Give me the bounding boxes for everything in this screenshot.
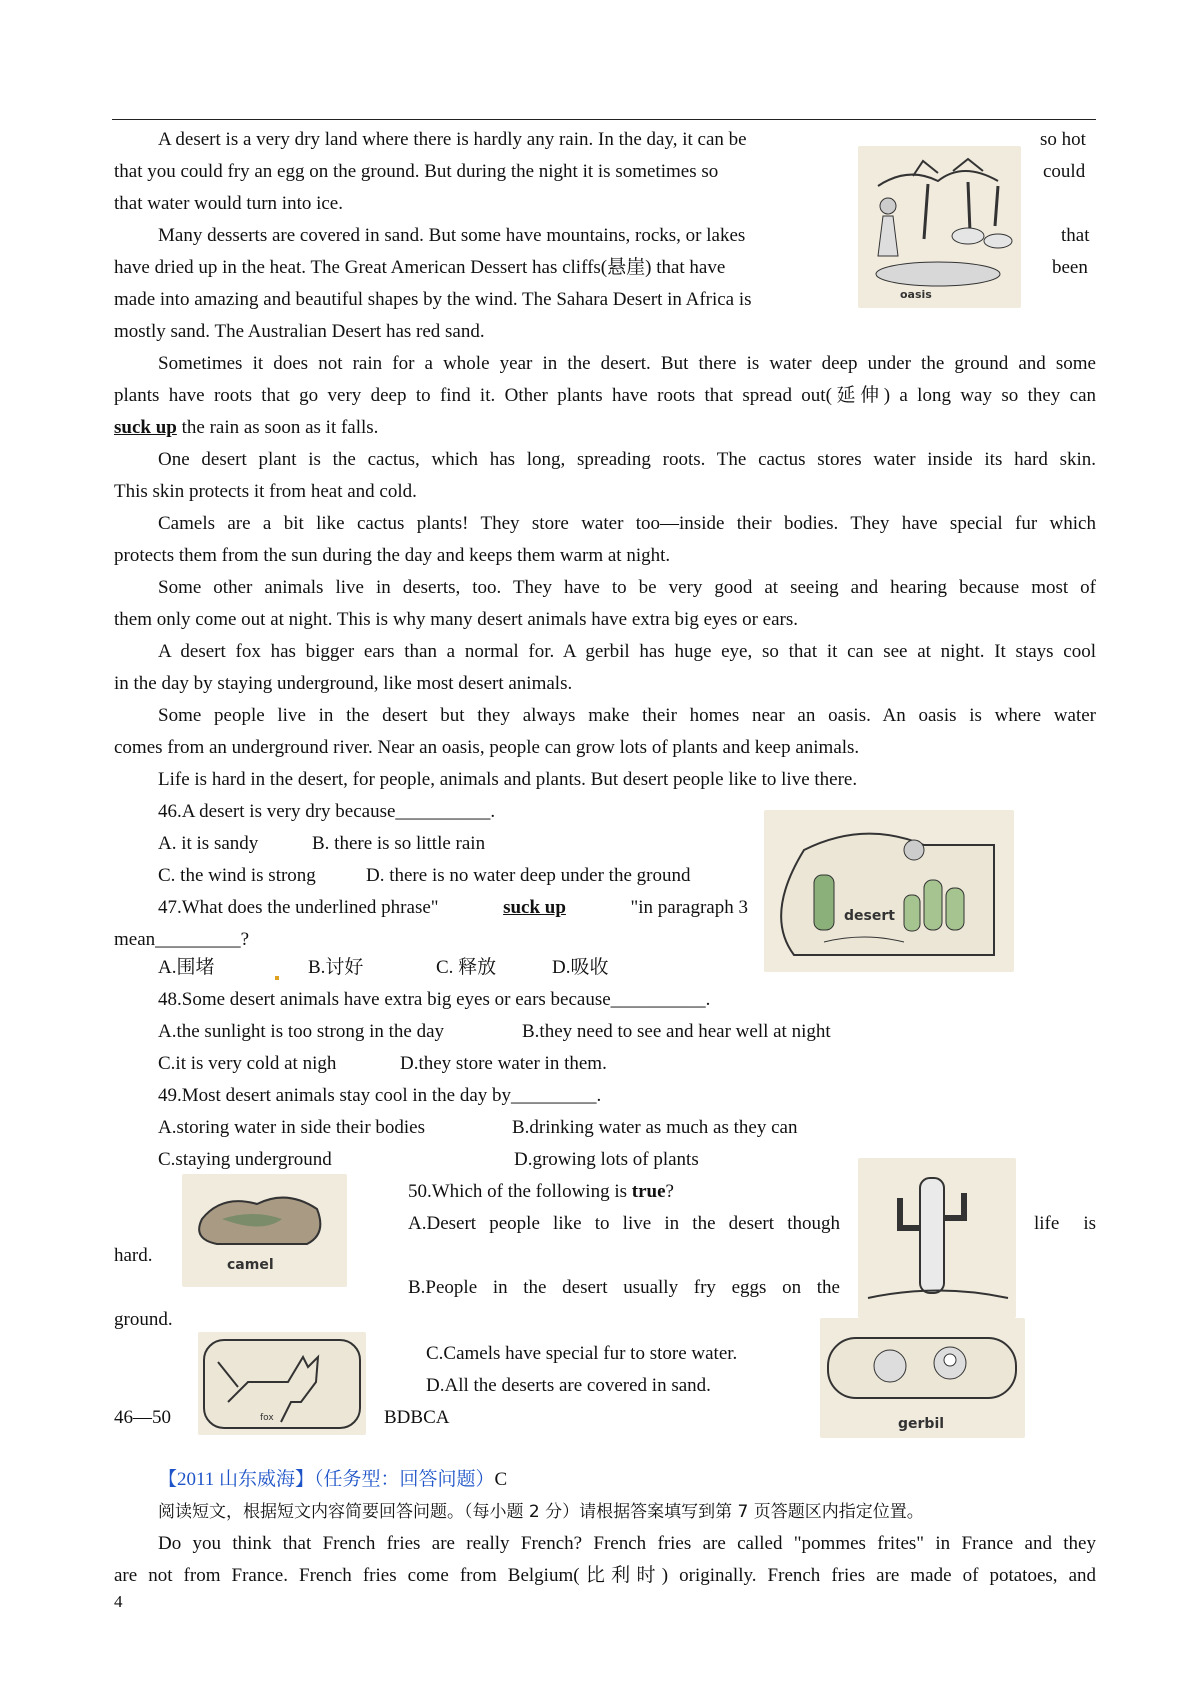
q50-option-d: D.All the deserts are covered in sand. [426, 1375, 711, 1396]
gerbil-label: gerbil [898, 1416, 945, 1432]
p5-line1: Camels are a bit like cactus plants! They store water too—inside their bodies. They have special fur which [158, 513, 1096, 534]
p7-line1: A desert fox has bigger ears than a normal for. A gerbil has huge eye, so that it can see at night. It stays cool [158, 641, 1096, 662]
p2-line3: made into amazing and beautiful shapes by the wind. The Sahara Desert in Africa is [114, 289, 752, 310]
p8-line1: Some people live in the desert but they always make their homes near an oasis. An oasis is where water [158, 705, 1096, 726]
q50-qmark: ? [665, 1181, 674, 1202]
q47-option-a: A.围堵 [158, 957, 215, 978]
p6-line1: Some other animals live in deserts, too. They have to be very good at seeing and hearing because most of [158, 577, 1096, 598]
q46-option-b: B. there is so little rain [312, 833, 486, 854]
q50-option-a-line3: hard. [114, 1245, 153, 1266]
question-47 [158, 896, 748, 920]
q48-option-a: A.the sunlight is too strong in the day [158, 1021, 445, 1042]
q47-option-d: D.吸收 [552, 957, 609, 978]
answer-range: 46—50 [114, 1407, 171, 1428]
p1-line2-a: that you could fry an egg on the ground. But during the night it is sometimes so [114, 161, 719, 182]
q47-text-b: "in paragraph 3 [630, 897, 748, 918]
answer-key: BDBCA [384, 1407, 450, 1428]
p3-line3-rest: the rain as soon as it falls. [176, 417, 379, 438]
p1-line3: that water would turn into ice. [114, 193, 343, 214]
q50-option-b-line1: B.People in the desert usually fry eggs on the [408, 1277, 840, 1298]
p1-line2-b: could [1043, 161, 1086, 182]
q49-option-d: D.growing lots of plants [514, 1149, 699, 1170]
p3-line3 [114, 416, 378, 440]
p2-line2-a: have dried up in the heat. The Great American Dessert has cliffs(悬崖) that have [114, 257, 726, 278]
q48-option-d: D.they store water in them. [400, 1053, 607, 1074]
p2-line4: mostly sand. The Australian Desert has red sand. [114, 321, 485, 342]
q47-option-b: B.讨好 [308, 957, 364, 978]
p1-line1-a: A desert is a very dry land where there is hardly any rain. In the day, it can be [158, 129, 747, 150]
section-heading-text: 【2011 山东威海】（任务型：回答问题） [158, 1469, 495, 1490]
question-50 [408, 1180, 674, 1204]
suck-up-underlined: suck up [114, 417, 177, 438]
q49-option-a: A.storing water in side their bodies [158, 1117, 426, 1138]
q50-option-c: C.Camels have special fur to store water. [426, 1343, 738, 1364]
q47-option-c: C. 释放 [436, 957, 497, 978]
p4-line1: One desert plant is the cactus, which has long, spreading roots. The cactus stores water inside its hard skin. [158, 449, 1096, 470]
p5-line2: protects them from the sun during the day and keeps them warm at night. [114, 545, 671, 566]
q46-option-a: A. it is sandy [158, 833, 259, 854]
q49-option-c: C.staying underground [158, 1149, 332, 1170]
oasis-illustration [858, 146, 1021, 308]
p2-line1-a: Many desserts are covered in sand. But some have mountains, rocks, or lakes [158, 225, 746, 246]
gerbil-illustration [820, 1318, 1025, 1438]
q47-underlined: suck up [503, 897, 566, 918]
p1-line1-b: so hot [1040, 129, 1086, 150]
p4-line2: This skin protects it from heat and cold. [114, 481, 417, 502]
q50-true-bold: true [631, 1181, 666, 1202]
q48-option-b: B.they need to see and hear well at night [522, 1021, 831, 1042]
page-number: 4 [114, 1592, 123, 1611]
q50-option-a-line1: A.Desert people like to live in the desert though [408, 1213, 840, 1234]
q50-option-b-line2: ground. [114, 1309, 173, 1330]
q46-option-c: C. the wind is strong [158, 865, 316, 886]
camel-illustration [182, 1174, 347, 1287]
question-48: 48.Some desert animals have extra big eyes or ears because__________. [158, 989, 711, 1010]
q46-option-d: D. there is no water deep under the ground [366, 865, 691, 886]
desert-label: desert [844, 908, 895, 924]
dot-mark [274, 959, 280, 983]
p3-line1: Sometimes it does not rain for a whole year in the desert. But there is water deep under the ground and some [158, 353, 1096, 374]
q50-option-a-line2: life is [1034, 1213, 1096, 1234]
oasis-label: oasis [900, 288, 932, 301]
question-49: 49.Most desert animals stay cool in the day by_________. [158, 1085, 602, 1106]
fox-illustration [198, 1332, 366, 1435]
p9-line1: Life is hard in the desert, for people, animals and plants. But desert people like to live there. [158, 769, 858, 790]
q48-option-c: C.it is very cold at nigh [158, 1053, 337, 1074]
p6-line2: them only come out at night. This is why many desert animals have extra big eyes or ears. [114, 609, 799, 630]
p7-line2: in the day by staying underground, like most desert animals. [114, 673, 573, 694]
p2-line1-b: that [1061, 225, 1090, 246]
section-heading [158, 1468, 507, 1492]
q47-text-a: 47.What does the underlined phrase" [158, 897, 439, 918]
q47-mean: mean_________? [114, 929, 250, 950]
question-46: 46.A desert is very dry because__________. [158, 801, 496, 822]
fox-label: fox [260, 1413, 274, 1423]
desert-illustration [764, 810, 1014, 972]
header-rule [112, 119, 1096, 120]
section-heading-suffix: C [494, 1469, 508, 1490]
q49-option-b: B.drinking water as much as they can [512, 1117, 798, 1138]
fries-line1: Do you think that French fries are really French? French fries are called "pommes frites" in France and they [158, 1533, 1096, 1554]
section-instructions: 阅读短文，根据短文内容简要回答问题。（每小题 2 分）请根据答案填写到第 7 页答题区内指定位置。 [158, 1502, 924, 1522]
q50-text: 50.Which of the following is [408, 1181, 632, 1202]
p8-line2: comes from an underground river. Near an oasis, people can grow lots of plants and keep animals. [114, 737, 860, 758]
cactus-illustration [858, 1158, 1016, 1318]
p3-line2: plants have roots that go very deep to find it. Other plants have roots that spread out(延伸) a long way so they can [114, 385, 1096, 406]
fries-line2: are not from France. French fries come from Belgium(比利时) originally. French fries are made of potatoes, and [114, 1565, 1096, 1586]
camel-label: camel [227, 1257, 274, 1273]
p2-line2-b: been [1052, 257, 1088, 278]
